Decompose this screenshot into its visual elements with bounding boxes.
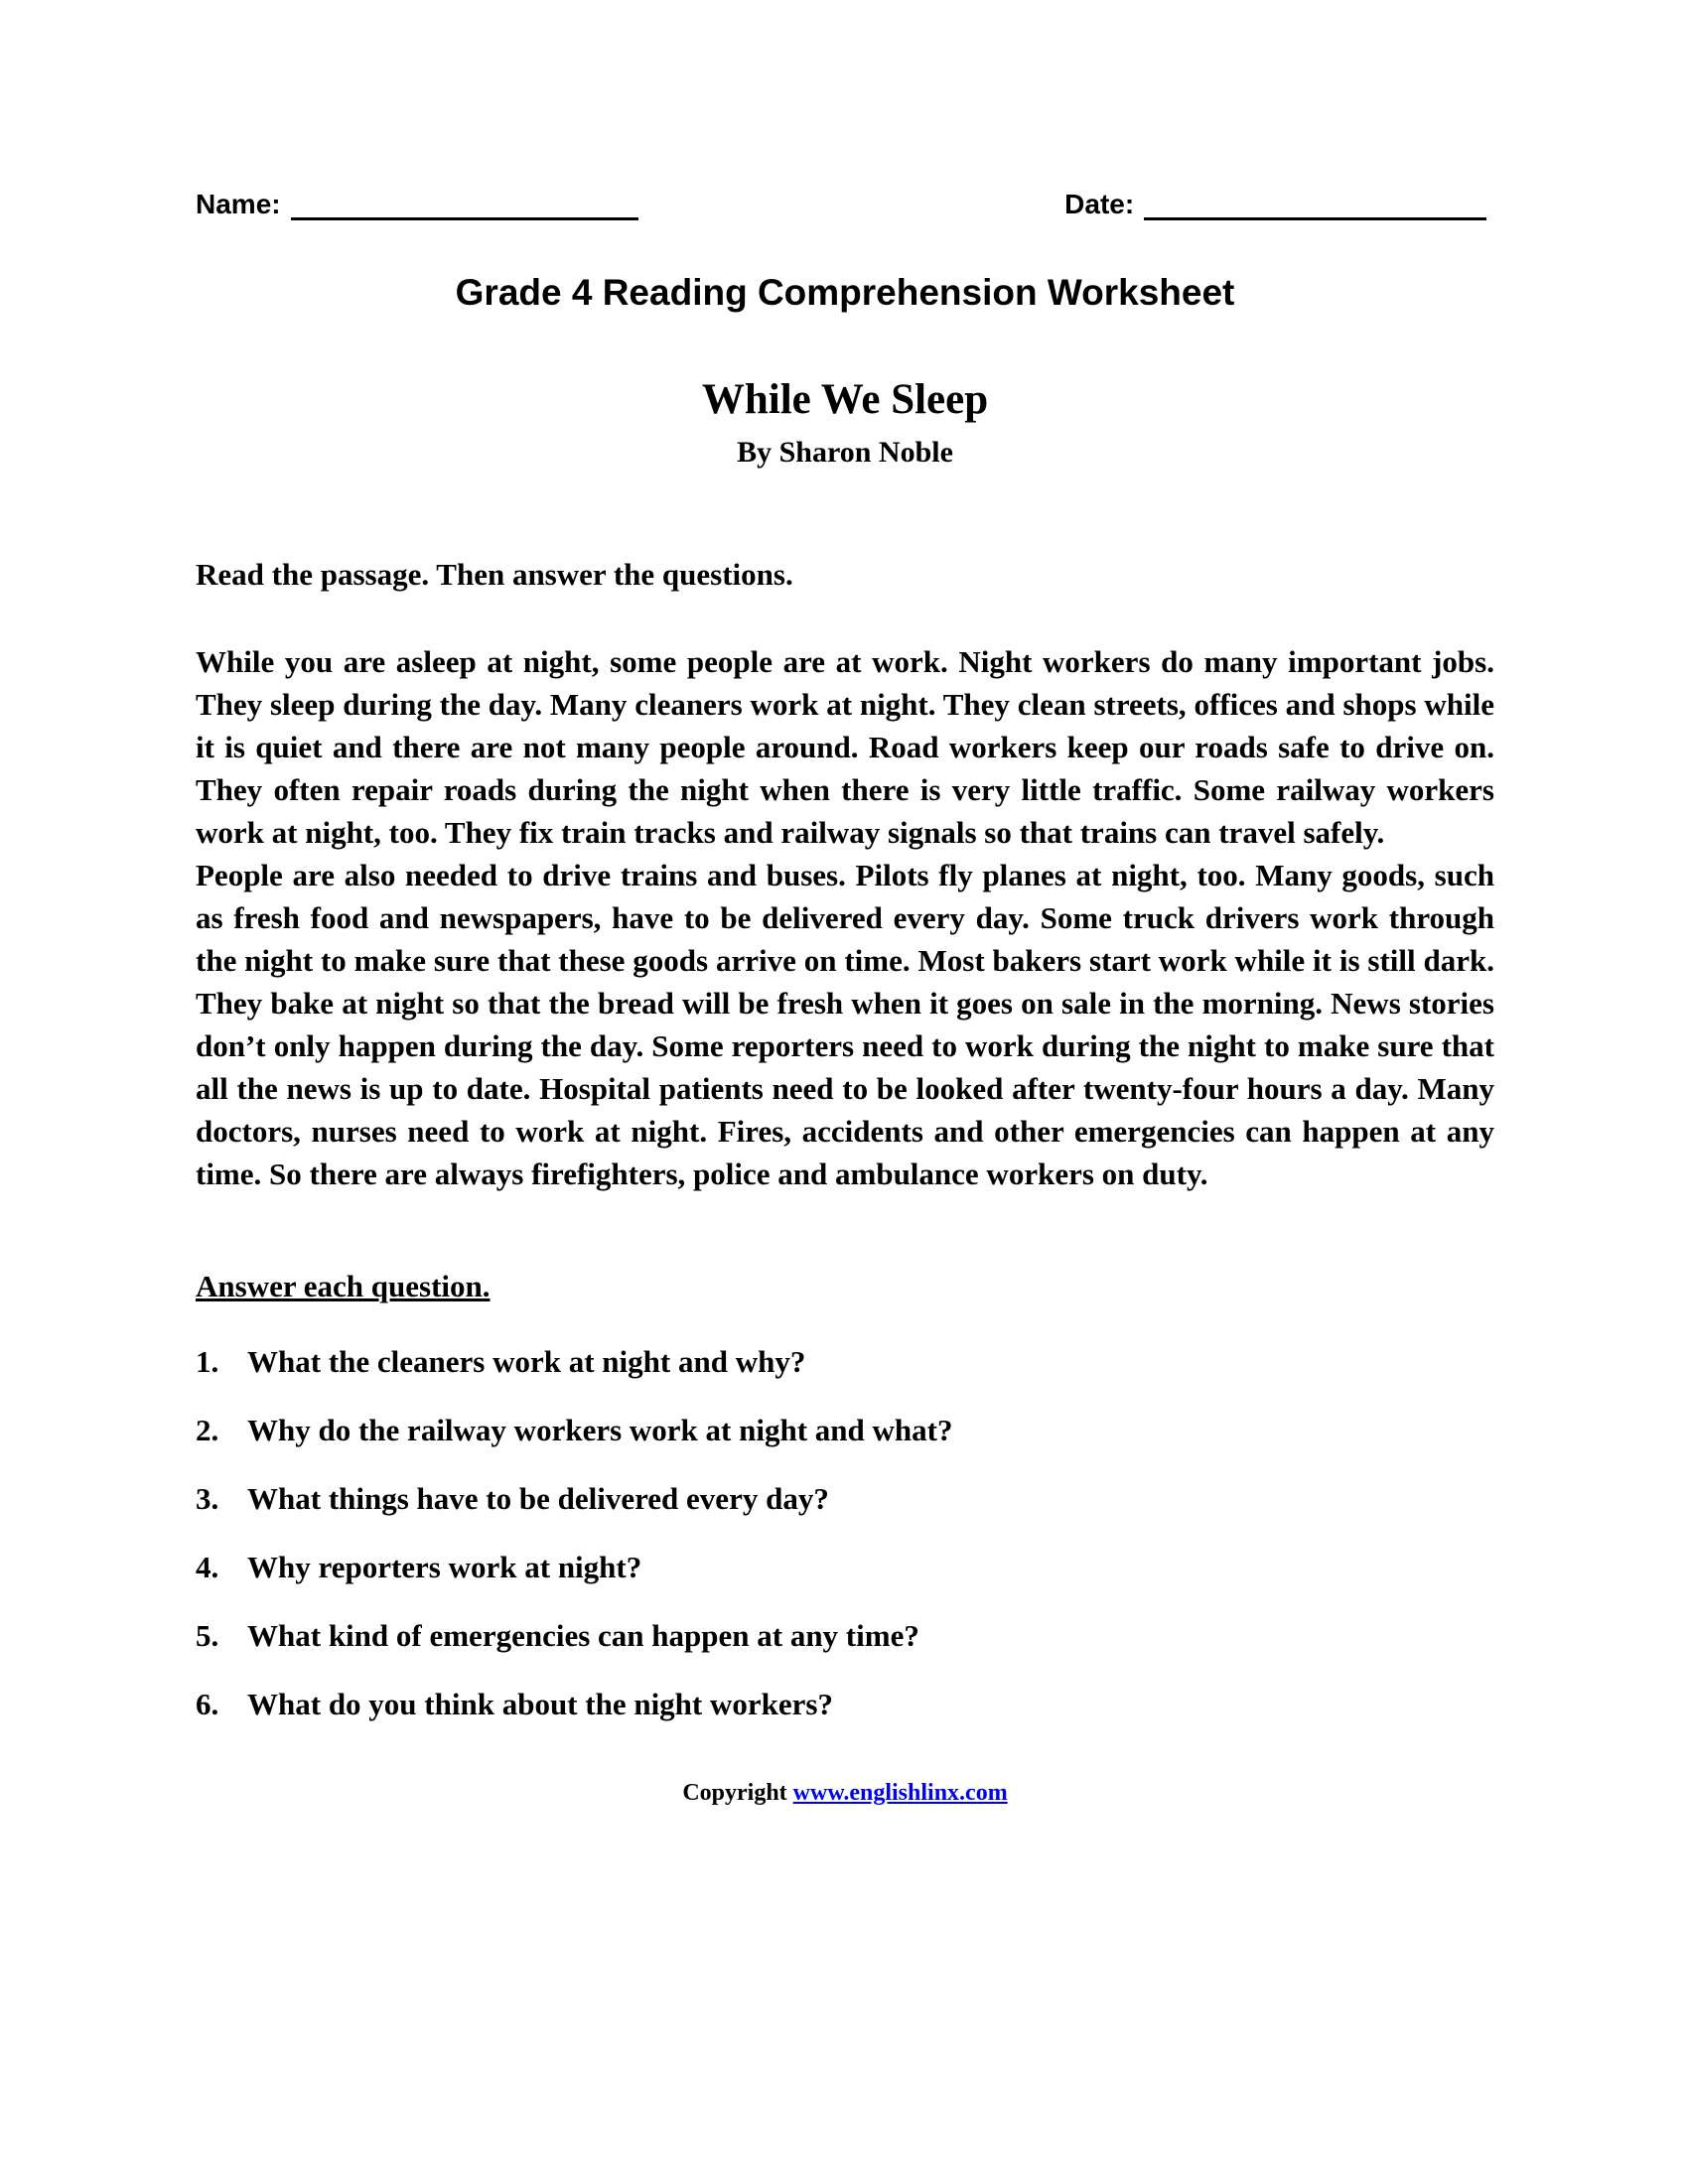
worksheet-title: Grade 4 Reading Comprehension Worksheet <box>455 272 1235 313</box>
question-text: What things have to be delivered every day? <box>247 1481 829 1516</box>
byline: By Sharon Noble <box>737 436 953 469</box>
question-text: Why do the railway workers work at night and what? <box>247 1413 953 1447</box>
copyright-text: Copyright <box>682 1780 793 1806</box>
question-text: What kind of emergencies can happen at any time? <box>247 1618 919 1653</box>
question-item <box>196 1618 1494 1654</box>
footer <box>196 1780 1494 1807</box>
question-number: 3. <box>196 1481 219 1516</box>
date-blank <box>1144 192 1486 220</box>
question-number: 4. <box>196 1550 219 1584</box>
question-number: 1. <box>196 1344 219 1379</box>
passage <box>196 640 1494 1195</box>
name-blank <box>291 192 638 220</box>
name-label: Name: <box>196 189 281 219</box>
date-field-group <box>871 189 1494 220</box>
question-text: Why reporters work at night? <box>247 1550 642 1584</box>
date-label: Date: <box>1064 189 1135 219</box>
copyright-link[interactable]: www.englishlinx.com <box>792 1780 1008 1806</box>
question-item <box>196 1413 1494 1448</box>
passage-title: While We Sleep <box>701 376 989 423</box>
passage-paragraph-2: People are also needed to drive trains and buses. Pilots fly planes at night, too. Many goods, such as fresh food and newspapers, have to be delivered every day. Some truck drivers work through the night to make sure that these goods arrive on time. Most bakers start work while it is still dark. They bake at night so that the bread will be fresh when it goes on sale in the morning. News stories don’t only happen during the day. Some reporters need to work during the night to make sure that all the news is up to date. Hospital patients need to be looked after twenty-four hours a day. Many doctors, nurses need to work at night. Fires, accidents and other emergencies can happen at any time. So there are always firefighters, police and ambulance workers on duty. <box>196 858 1494 1191</box>
passage-paragraph-1: While you are asleep at night, some people are at work. Night workers do many important jobs. They sleep during the day. Many cleaners work at night. They clean streets, offices and shops while it is quiet and there are not many people around. Road workers keep our roads safe to drive on. They often repair roads during the night when there is very little traffic. Some railway workers work at night, too. They fix train tracks and railway signals so that trains can travel safely. <box>196 644 1494 850</box>
name-field-group <box>196 189 871 220</box>
question-number: 6. <box>196 1687 219 1721</box>
question-item <box>196 1481 1494 1517</box>
questions-list <box>196 1344 1494 1722</box>
question-number: 2. <box>196 1413 219 1447</box>
question-item <box>196 1550 1494 1585</box>
question-text: What do you think about the night workers? <box>247 1687 833 1721</box>
instructions: Read the passage. Then answer the questions. <box>196 557 793 592</box>
header-row <box>196 189 1494 220</box>
question-item <box>196 1687 1494 1722</box>
question-item <box>196 1344 1494 1380</box>
question-text: What the cleaners work at night and why? <box>247 1344 806 1379</box>
question-number: 5. <box>196 1618 219 1653</box>
questions-heading: Answer each question. <box>196 1269 491 1303</box>
